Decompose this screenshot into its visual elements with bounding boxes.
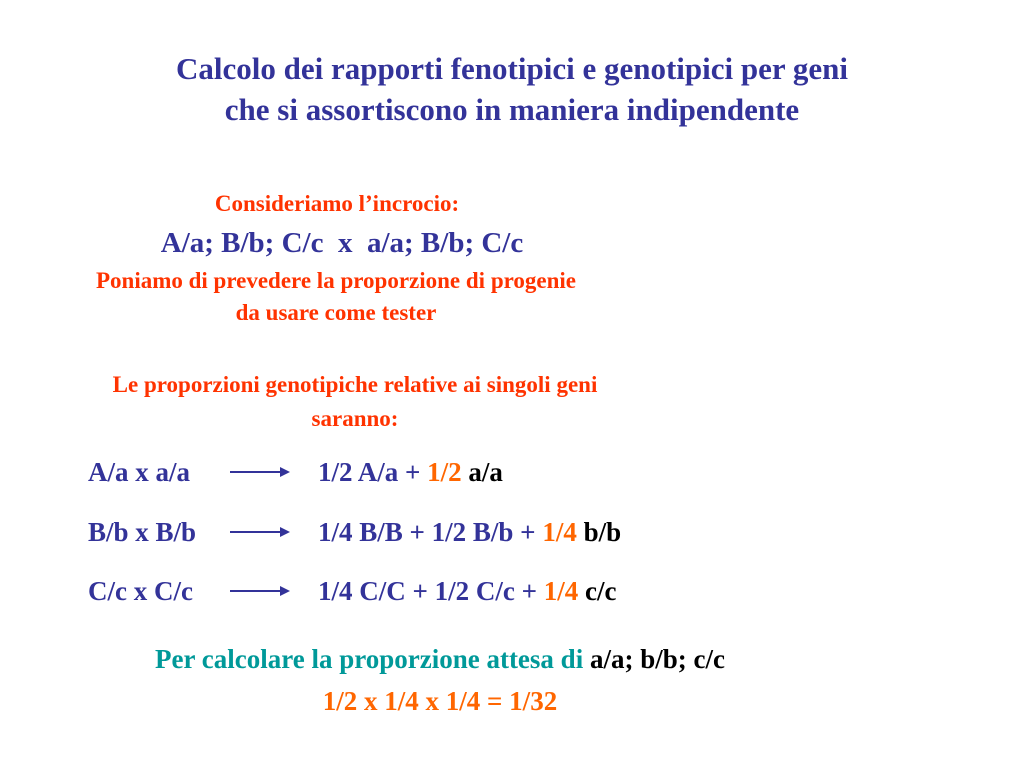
- cross-row-result: [318, 512, 621, 552]
- result-blue-part: 1/4 B/B + 1/2 B/b +: [318, 517, 543, 547]
- consider-label: Consideriamo l’incrocio:: [214, 191, 460, 216]
- cross-row-result: [318, 571, 617, 611]
- result-black-part: b/b: [576, 517, 622, 547]
- proportions-heading: [0, 368, 710, 436]
- cross-formula: A/a; B/b; C/c x a/a; B/b; C/c: [160, 227, 524, 259]
- right-arrow-icon: [230, 465, 290, 479]
- result-black-part: c/c: [578, 576, 617, 606]
- proportions-heading-line-1: Le proporzioni genotipiche relative ai singoli geni: [112, 372, 598, 397]
- right-arrow-icon: [230, 584, 290, 598]
- cross-row-result: [318, 452, 503, 492]
- result-orange-part: 1/2: [427, 457, 462, 487]
- proportions-heading-line-2: saranno:: [311, 406, 399, 431]
- result-orange-part: 1/4: [543, 576, 579, 606]
- calculation-line: [0, 640, 880, 678]
- result-black-part: a/a: [461, 457, 503, 487]
- purpose-line-1: Poniamo di prevedere la proporzione di progenie: [95, 268, 576, 293]
- calculation-genotype: a/a; b/b; c/c: [589, 644, 725, 674]
- result-blue-part: 1/4 C/C + 1/2 C/c +: [318, 576, 544, 606]
- slide-title-line-1: Calcolo dei rapporti fenotipici e genotipici per geni: [176, 51, 848, 86]
- slide-title: [0, 48, 1024, 130]
- calculation-prefix: Per calcolare la proporzione attesa di: [155, 644, 590, 674]
- right-arrow-icon: [230, 525, 290, 539]
- slide-title-line-2: che si assortiscono in maniera indipendente: [224, 92, 800, 127]
- calculation-formula: 1/2 x 1/4 x 1/4 = 1/32: [322, 686, 558, 716]
- result-blue-part: 1/2 A/a +: [318, 457, 428, 487]
- cross-row-cross: A/a x a/a: [88, 457, 191, 487]
- cross-row-cross: B/b x B/b: [88, 517, 197, 547]
- purpose-line-2: da usare come tester: [235, 300, 437, 325]
- purpose-text: [0, 265, 672, 329]
- cross-row-cross: C/c x C/c: [88, 576, 193, 606]
- result-orange-part: 1/4: [542, 517, 577, 547]
